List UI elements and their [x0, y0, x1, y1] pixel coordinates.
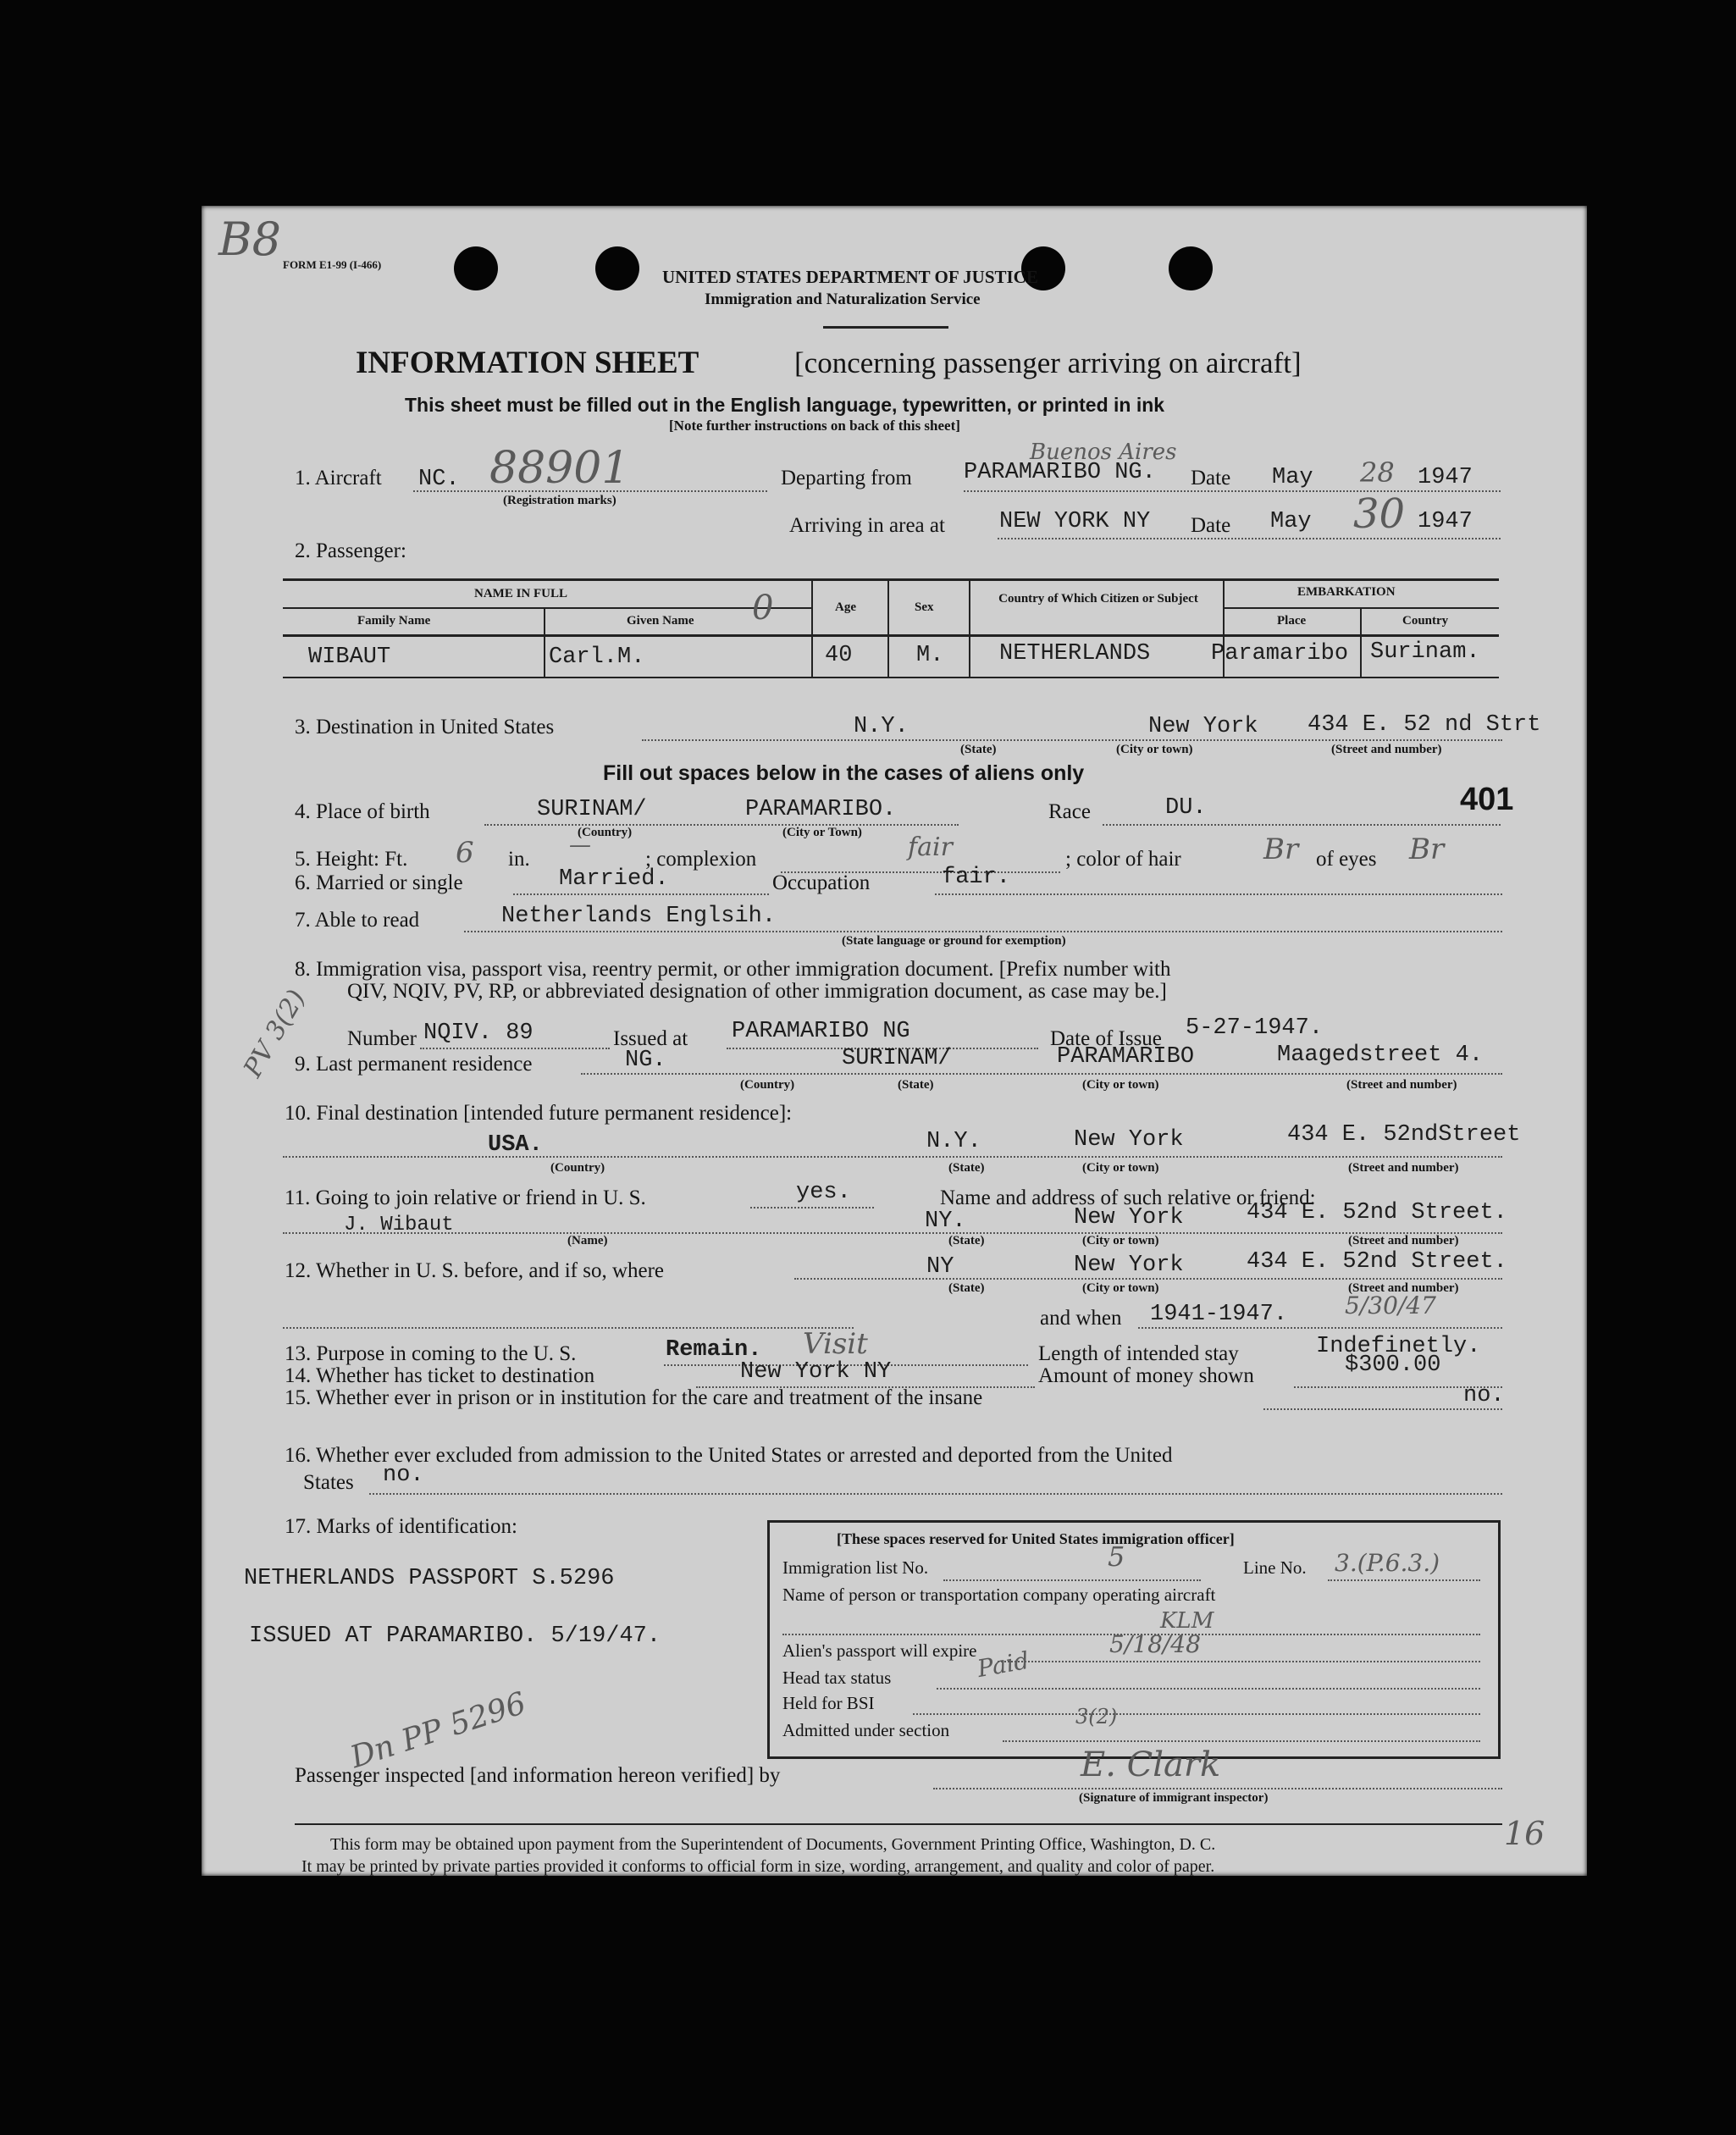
arrive-day: 30	[1353, 490, 1406, 538]
departing-handwritten: Buenos Aires	[1030, 440, 1177, 465]
issued-label: Issued at	[613, 1027, 688, 1050]
birth-country: SURINAM/	[537, 797, 647, 822]
page-subtitle: [concerning passenger arriving on aircraft]	[794, 346, 1302, 379]
page-number: 16	[1504, 1815, 1545, 1852]
embark-place-value: Paramaribo	[1211, 641, 1349, 666]
document-number: NQIV. 89	[423, 1020, 534, 1046]
residence-state: SURINAM/	[842, 1046, 952, 1071]
prison-value: no.	[1463, 1383, 1505, 1408]
previous-visit-label: 12. Whether in U. S. before, and if so, where	[285, 1259, 665, 1282]
residence-city: PARAMARIBO	[1057, 1044, 1195, 1070]
aircraft-number: 88901	[489, 443, 630, 494]
divider	[823, 326, 948, 329]
line-label: Line No.	[1243, 1557, 1307, 1578]
list-label: Immigration list No.	[782, 1557, 929, 1578]
identification-line2: ISSUED AT PARAMARIBO. 5/19/47.	[249, 1623, 661, 1649]
money-label: Amount of money shown	[1038, 1364, 1254, 1387]
col-family-name: Family Name	[357, 614, 431, 628]
eyes-label: of eyes	[1316, 848, 1377, 871]
height-label: 5. Height: Ft.	[295, 848, 408, 871]
race-value: DU.	[1165, 795, 1207, 821]
col-given-name: Given Name	[627, 614, 694, 628]
col-name-in-full: NAME IN FULL	[474, 587, 568, 600]
when-label: and when	[1040, 1307, 1122, 1330]
relative-street: 434 E. 52nd Street.	[1247, 1200, 1507, 1225]
residence-label: 9. Last permanent residence	[295, 1053, 533, 1076]
page-title: INFORMATION SHEET	[356, 346, 699, 380]
hair-label: ; color of hair	[1065, 848, 1181, 871]
footer-line2: It may be printed by private parties provided it conforms to official form in size, wording, arrangement, and quality and color of paper.	[301, 1857, 1215, 1876]
stay-label: Length of intended stay	[1038, 1342, 1239, 1365]
col-sex: Sex	[915, 600, 934, 614]
embark-country-value: Surinam.	[1370, 639, 1480, 665]
departing-label: Departing from	[781, 467, 912, 490]
aircraft-label: 1. Aircraft	[295, 467, 382, 490]
purpose-handwritten: Visit	[803, 1327, 868, 1361]
operator-label: Name of person or transportation company operating aircraft	[782, 1585, 1216, 1605]
document-label-line1: 8. Immigration visa, passport visa, reentry permit, or other immigration document. [Prefix number with	[295, 958, 1171, 981]
passport-annotation: Dn PP 5296	[346, 1685, 531, 1776]
race-code: 401	[1460, 782, 1514, 817]
col-emb-country: Country	[1402, 614, 1449, 628]
list-value: 5	[1108, 1540, 1125, 1573]
money-value: $300.00	[1345, 1352, 1441, 1378]
final-state: N.Y.	[926, 1129, 981, 1154]
section-value: 3(2)	[1075, 1705, 1118, 1728]
complexion-label: ; complexion	[645, 848, 757, 871]
registration-caption: (Registration marks)	[503, 494, 616, 507]
arriving-label: Arriving in area at	[789, 514, 945, 537]
race-label: Race	[1048, 800, 1091, 823]
corner-annotation: B8	[218, 213, 282, 266]
document-label-line2: QIV, NQIV, PV, RP, or abbreviated designation of other immigration document, as case may be.]	[347, 980, 1167, 1003]
aliens-heading: Fill out spaces below in the cases of aliens only	[603, 761, 1085, 785]
arrive-date-label: Date	[1191, 514, 1231, 537]
complexion-value: fair	[908, 832, 953, 862]
aircraft-prefix: NC.	[418, 467, 460, 492]
relative-name: J. Wibaut	[344, 1214, 454, 1236]
destination-label: 3. Destination in United States	[295, 716, 555, 738]
join-relative-value: yes.	[796, 1180, 851, 1205]
punch-hole	[595, 246, 639, 290]
expire-value: 5/18/48	[1109, 1630, 1201, 1658]
depart-day: 28	[1360, 456, 1395, 489]
instruction-note: [Note further instructions on back of this sheet]	[669, 418, 960, 434]
height-feet: 6	[456, 836, 474, 870]
residence-street: Maagedstreet 4.	[1277, 1043, 1484, 1068]
purpose-value: Remain.	[666, 1337, 762, 1363]
form-sheet: B8 FORM E1-99 (I-466) UNITED STATES DEPARTMENT OF JUSTICE Immigration and Naturalization Service INFORMATION SHEET [concerning passenger arriving on aircraft] This sheet must be filled out in the English language, typewritten, or printed in ink [Note further instructions on back of this sheet] 1. Aircraft NC. 88901 (Registration marks) Departing from Buenos Aires PARAMARIBO NG. Date May 28 1947 Arriving in area at NEW YORK NY Date May 30 1947 2. Passenger: NAME IN FULL Family Name Given Name 0 Age Sex Country of Which Citizen or Subject EMBARKATION Place Country WIBAUT Carl.M. 40 M. NETHERLANDS Paramaribo Surinam. 3. Destination in United States N.Y. New York 434 E. 52 nd Strt (State) (City or town) (Street and number) Fill out spaces below in the cases of aliens only 4. Place of birth SURINAM/ PARAMARIBO. (Country) (City or Town) Race DU. 401 5. Height: Ft. 6 in. — ; complexion fair ; color of hair Br of eyes Br 6. Married or single Married. Occupation fair. 7. Able to read Netherlands Englsih. (State language or ground for exemption) 8. Immigration visa, passport visa, reentry permit, or other immigration document. [Prefix number with QIV, NQIV, PV, RP, or abbreviated designation of other immigration document, as case may be.] PV 3(2) Number NQIV. 89 Issued at PARAMARIBO NG Date of Issue 5-27-1947. 9. Last permanent residence NG. SURINAM/ PARAMARIBO Maagedstreet 4. (Country) (State) (City or town) (Street and number) 10. Final destination [intended future permanent residence]: USA. N.Y. New York 434 E. 52ndStreet (Country) (State) (City or town) (Street and number) 11. Going to join relative or friend in U. S. yes. Name and address of such relative or friend: J. Wibaut NY. New York 434 E. 52nd Street. (Name) (State) (City or town) (Street and number) 12. Whether in U. S. before, and if so, where NY New York 434 E. 52nd Street. (State) (City or town) (Street and number) and when 1941-1947. 5/30/47 13. Purpose in coming to the U. S. Remain. Visit Length of intended stay Indefinetly. 14. Whether has ticket to destination New York NY Amount of money shown $300.00 15. Whether ever in prison or in institution for the care and treatment of the insane no. 16. Whether ever excluded from admission to the United States or arrested and deported from the United States no. 17. Marks of identification: NETHERLANDS PASSPORT S.5296 ISSUED AT PARAMARIBO. 5/19/47. Dn PP 5296 [These spaces reserved for United States immigration officer] Immigration list No. 5 Line No. 3.(P.6.3.) Name of person or transportation company operating aircraft KLM Alien's passport will expire 5/18/48 Head tax status Paid Held for BSI Admitted under section 3(2) Passenger inspected [and information hereon verified] by E. Clark (Signature of immigrant inspector) This form may be obtained upon payment from the Superintendent of Documents, Government Printing Office, Washington, D. C. It may be printed by private parties provided it conforms to official form in size, wording, arrangement, and quality and color of paper. 16	[202, 206, 1587, 1876]
marital-label: 6. Married or single	[295, 871, 463, 894]
tax-value: Paid	[975, 1645, 1031, 1684]
passenger-label: 2. Passenger:	[295, 539, 406, 562]
when-value: 1941-1947.	[1150, 1302, 1288, 1327]
punch-hole	[454, 246, 498, 290]
issue-date: 5-27-1947.	[1186, 1015, 1324, 1041]
sex-value: M.	[916, 643, 944, 668]
service: Immigration and Naturalization Service	[705, 290, 981, 308]
destination-city: New York	[1148, 714, 1258, 739]
prison-label: 15. Whether ever in prison or in institution for the care and treatment of the insane	[285, 1386, 983, 1409]
read-value: Netherlands Englsih.	[501, 904, 777, 929]
final-city: New York	[1074, 1127, 1184, 1153]
occupation-label: Occupation	[772, 871, 871, 894]
identification-label: 17. Marks of identification:	[285, 1515, 517, 1538]
stay-value: Indefinetly.	[1316, 1334, 1481, 1359]
relative-name-label: Name and address of such relative or friend:	[940, 1186, 1316, 1209]
previous-street: 434 E. 52nd Street.	[1247, 1249, 1507, 1275]
marital-value: Married.	[559, 866, 669, 892]
read-label: 7. Able to read	[295, 909, 420, 932]
col-country: Country of Which Citizen or Subject	[998, 592, 1198, 606]
col-embarkation: EMBARKATION	[1297, 585, 1396, 599]
depart-date-label: Date	[1191, 467, 1231, 490]
line-value: 3.(P.6.3.)	[1335, 1549, 1440, 1577]
join-relative-label: 11. Going to join relative or friend in U. S.	[285, 1186, 646, 1209]
col-age: Age	[835, 600, 856, 614]
footer-line1: This form may be obtained upon payment from the Superintendent of Documents, Government Printing Office, Washington, D. C.	[330, 1835, 1216, 1854]
officer-box-title: [These spaces reserved for United States immigration officer]	[837, 1530, 1235, 1547]
form-number: FORM E1-99 (I-466)	[283, 258, 382, 271]
relative-state: NY.	[925, 1209, 966, 1234]
depart-month: May	[1272, 465, 1313, 490]
margin-annotation: PV 3(2)	[238, 984, 312, 1083]
citizenship-value: NETHERLANDS	[999, 641, 1151, 666]
birth-city: PARAMARIBO.	[745, 797, 897, 822]
bsi-label: Held for BSI	[782, 1693, 875, 1713]
arriving-value: NEW YORK NY	[999, 509, 1151, 534]
relative-city: New York	[1074, 1205, 1184, 1231]
inspector-signature: E. Clark	[1081, 1745, 1221, 1784]
footer-divider	[295, 1823, 1502, 1825]
birthplace-label: 4. Place of birth	[295, 800, 430, 823]
tax-label: Head tax status	[782, 1668, 892, 1688]
purpose-label: 13. Purpose in coming to the U. S.	[285, 1342, 577, 1365]
excluded-value: no.	[383, 1463, 424, 1488]
arrive-year: 1947	[1418, 509, 1473, 534]
issued-value: PARAMARIBO NG	[732, 1019, 910, 1044]
eyes-value: Br	[1409, 832, 1445, 866]
section-label: Admitted under section	[782, 1720, 950, 1740]
col-place: Place	[1277, 614, 1307, 628]
operator-value: KLM	[1160, 1608, 1214, 1634]
height-inches: —	[569, 832, 591, 858]
previous-city: New York	[1074, 1253, 1184, 1278]
document-number-label: Number	[347, 1027, 417, 1050]
issue-date-label: Date of Issue	[1050, 1027, 1162, 1050]
destination-street: 434 E. 52 nd Strt	[1308, 712, 1541, 738]
final-country: USA.	[488, 1132, 543, 1158]
ticket-label: 14. Whether has ticket to destination	[285, 1364, 595, 1387]
final-destination-label: 10. Final destination [intended future permanent residence]:	[285, 1102, 793, 1125]
departing-value: PARAMARIBO NG.	[964, 460, 1156, 485]
instruction: This sheet must be filled out in the English language, typewritten, or printed in ink	[405, 394, 1165, 416]
ticket-value: New York NY	[740, 1359, 892, 1385]
inches-label: in.	[508, 848, 530, 871]
excluded-label-line1: 16. Whether ever excluded from admission to the United States or arrested and deported from the United	[285, 1444, 1173, 1467]
previous-state: NY	[926, 1254, 954, 1280]
department: UNITED STATES DEPARTMENT OF JUSTICE	[662, 267, 1038, 287]
given-name-value: Carl.M.	[549, 644, 645, 670]
arrival-date-annotation: 5/30/47	[1345, 1292, 1436, 1319]
punch-hole	[1169, 246, 1213, 290]
excluded-label-line2: States	[303, 1471, 354, 1494]
age-value: 40	[825, 643, 853, 668]
final-street: 434 E. 52ndStreet	[1287, 1122, 1521, 1148]
residence-country: NG.	[625, 1048, 666, 1073]
inspection-label: Passenger inspected [and information hereon verified] by	[295, 1764, 781, 1787]
expire-label: Alien's passport will expire	[782, 1640, 977, 1661]
identification-line1: NETHERLANDS PASSPORT S.5296	[244, 1566, 615, 1591]
arrive-month: May	[1270, 509, 1312, 534]
hair-value: Br	[1263, 832, 1299, 866]
destination-state: N.Y.	[854, 714, 909, 739]
family-name-value: WIBAUT	[308, 644, 391, 670]
depart-year: 1947	[1418, 465, 1473, 490]
occupation-value: fair.	[942, 865, 1011, 890]
